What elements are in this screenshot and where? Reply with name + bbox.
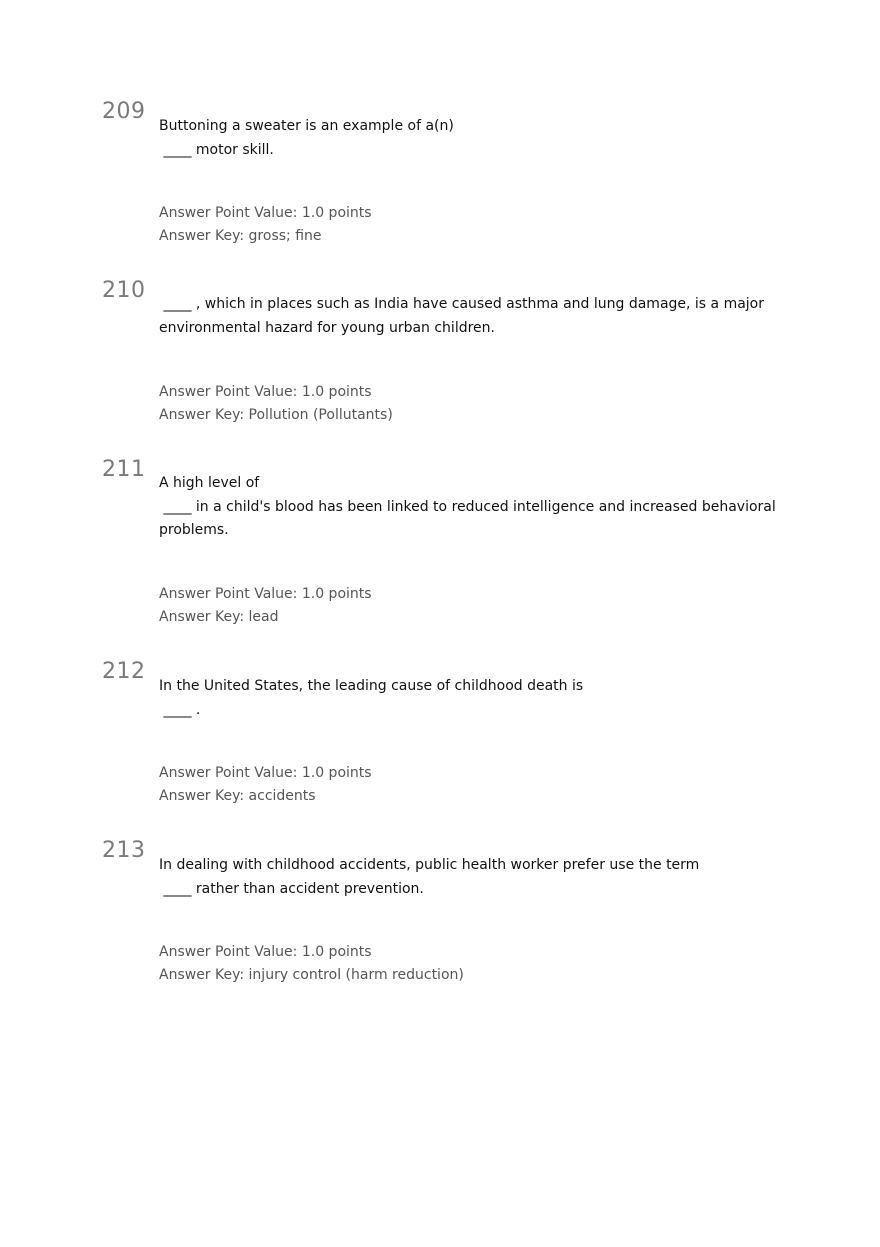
answer-block	[159, 381, 393, 427]
question-text	[159, 293, 769, 340]
question-number: 210	[102, 278, 146, 303]
question-number: 211	[102, 457, 146, 482]
question-text	[159, 675, 769, 722]
answer-point-value: Answer Point Value: 1.0 points	[159, 944, 372, 960]
answer-point-value: Answer Point Value: 1.0 points	[159, 384, 372, 400]
question-line: ____ , which in places such as India have caused asthma and lung damage, is a major	[159, 296, 765, 312]
question-line: Buttoning a sweater is an example of a(n)	[159, 118, 454, 134]
answer-block	[159, 762, 372, 808]
question-text	[159, 854, 769, 901]
answer-key: Answer Key: injury control (harm reduction)	[159, 967, 464, 983]
question-line: A high level of	[159, 475, 260, 491]
answer-block	[159, 202, 372, 248]
question-line: problems.	[159, 522, 229, 538]
answer-key: Answer Key: Pollution (Pollutants)	[159, 407, 393, 423]
question-line: ____ .	[159, 701, 201, 718]
answer-key: Answer Key: gross; fine	[159, 228, 322, 244]
answer-key: Answer Key: accidents	[159, 788, 316, 804]
question-text	[159, 115, 769, 162]
answer-block	[159, 583, 372, 629]
question-line: ____ rather than accident prevention.	[159, 880, 424, 897]
question-line: In the United States, the leading cause of childhood death is	[159, 678, 584, 694]
answer-point-value: Answer Point Value: 1.0 points	[159, 205, 372, 221]
question-text	[159, 472, 776, 543]
question-number: 212	[102, 659, 146, 684]
answer-point-value: Answer Point Value: 1.0 points	[159, 586, 372, 602]
question-line: In dealing with childhood accidents, public health worker prefer use the term	[159, 857, 700, 873]
question-number: 209	[102, 99, 146, 124]
question-number: 213	[102, 838, 146, 863]
answer-key: Answer Key: lead	[159, 609, 279, 625]
question-line: ____ motor skill.	[159, 141, 274, 158]
answer-block	[159, 941, 464, 987]
question-line: ____ in a child's blood has been linked to reduced intelligence and increased behavioral	[159, 498, 776, 515]
answer-point-value: Answer Point Value: 1.0 points	[159, 765, 372, 781]
question-line: environmental hazard for young urban children.	[159, 319, 495, 336]
